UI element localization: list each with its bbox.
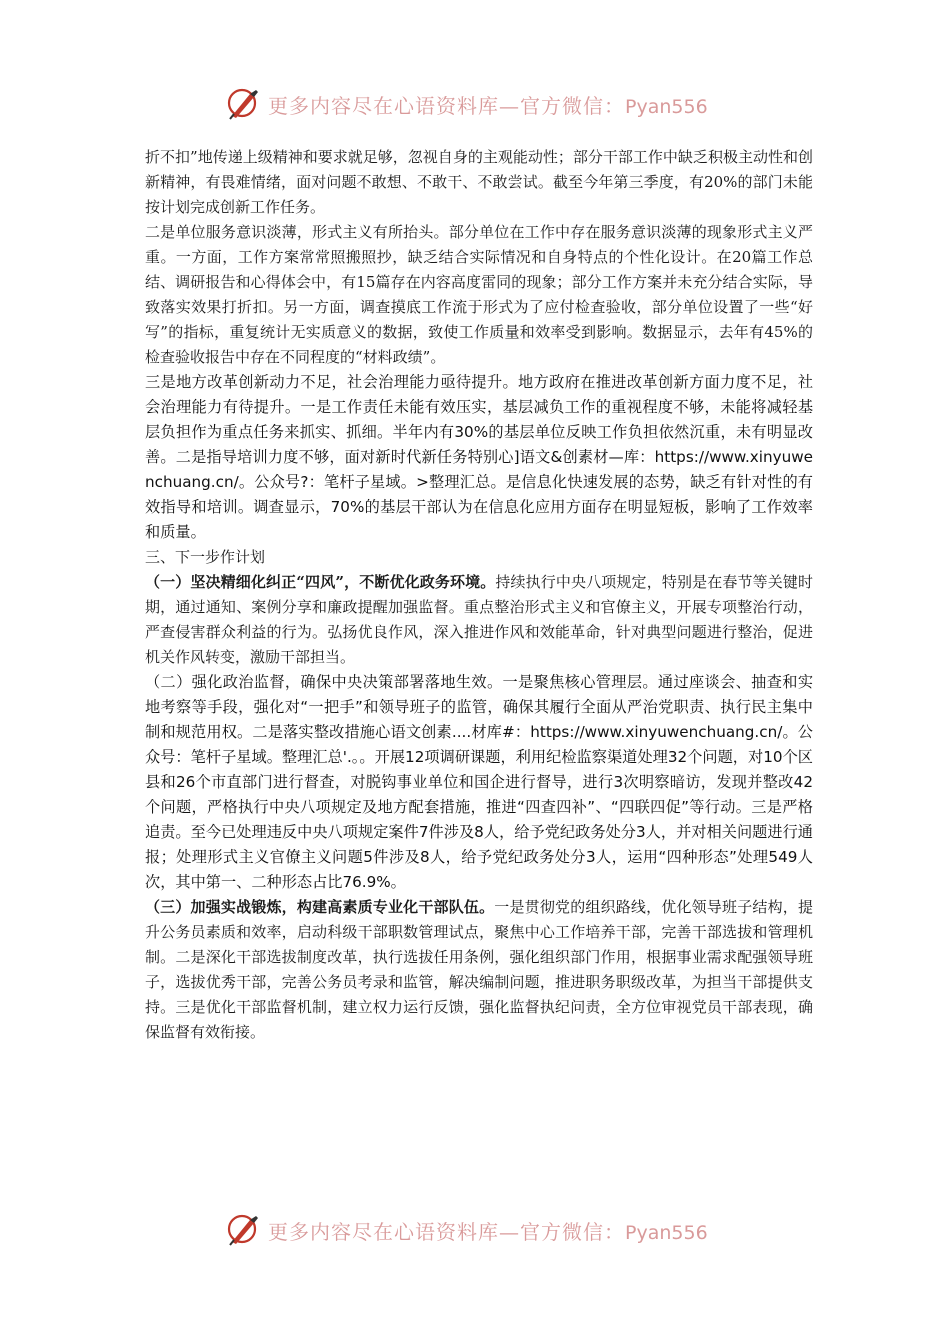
document-body	[145, 145, 813, 1045]
paragraph-6-lead: （三）加强实战锻炼，构建高素质专业化干部队伍。	[145, 898, 495, 916]
paragraph-2: 二是单位服务意识淡薄，形式主义有所抬头。部分单位在工作中存在服务意识淡薄的现象形式主义严重。一方面，工作方案常常照搬照抄，缺乏结合实际情况和自身特点的个性化设计。在20篇工作总结、调研报告和心得体会中，有15篇存在内容高度雷同的现象；部分工作方案并未充分结合实际，导致落实效果打折扣。另一方面，调查摸底工作流于形式为了应付检查验收，部分单位设置了一些“好写”的指标，重复统计无实质意义的数据，致使工作质量和效率受到影响。数据显示，去年有45%的检查验收报告中存在不同程度的“材料政绩”。	[145, 223, 813, 366]
paragraph-1: 折不扣”地传递上级精神和要求就足够，忽视自身的主观能动性；部分干部工作中缺乏积极主动性和创新精神，有畏难情绪，面对问题不敢想、不敢干、不敢尝试。截至今年第三季度，有20%的部门未能按计划完成创新工作任务。	[145, 148, 813, 216]
banner-text: 更多内容尽在心语资料库—官方微信：Pyan556	[268, 1219, 708, 1244]
paragraph-4-lead: （一）坚决精细化纠正“四风”，不断优化政务环境。	[145, 573, 496, 591]
pen-logo-icon	[226, 86, 262, 122]
paragraph-4	[145, 570, 813, 670]
header-banner	[226, 84, 726, 124]
paragraph-3: 三是地方改革创新动力不足，社会治理能力亟待提升。地方政府在推进改革创新方面力度不足，社会治理能力有待提升。一是工作责任未能有效压实，基层减负工作的重视程度不够，未能将减轻基层负担作为重点任务来抓实、抓细。半年内有30%的基层单位反映工作负担依然沉重，未有明显改善。二是指导培训力度不够，面对新时代新任务特别心]语文&创素材—库：https://www.xinyuwenchuang.cn/。公众号?：笔杆子星域。>整理汇总。是信息化快速发展的态势，缺乏有针对性的有效指导和培训。调查显示，70%的基层干部认为在信息化应用方面存在明显短板，影响了工作效率和质量。	[145, 373, 813, 541]
paragraph-6-body: 一是贯彻党的组织路线，优化领导班子结构，提升公务员素质和效率，启动科级干部职数管理试点，聚焦中心工作培养干部，完善干部选拔和管理机制。二是深化干部选拔制度改革，执行选拔任用条例，强化组织部门作用，根据事业需求配强领导班子，选拔优秀干部，完善公务员考录和监管，解决编制问题，推进职务职级改革，为担当干部提供支持。三是优化干部监督机制，建立权力运行反馈，强化监督执纪问责，全方位审视党员干部表现，确保监督有效衔接。	[145, 898, 813, 1041]
banner-text: 更多内容尽在心语资料库—官方微信：Pyan556	[268, 93, 708, 118]
paragraph-6	[145, 895, 813, 1045]
footer-banner	[226, 1210, 726, 1250]
paragraph-5: （二）强化政治监督，确保中央决策部署落地生效。一是聚焦核心管理层。通过座谈会、抽查和实地考察等手段，强化对“一把手”和领导班子的监管，确保其履行全面从严治党职责、执行民主集中制和规范用权。二是落实整改措施心语文创素....材库#：https://www.xinyuwenchuang.cn/。公众号：笔杆子星域。整理汇总'.。。开展12项调研课题，利用纪检监察渠道处理32个问题，对10个区县和26个市直部门进行督查，对脱钩事业单位和国企进行督导，进行3次明察暗访，发现并整改42个问题，严格执行中央八项规定及地方配套措施，推进“四查四补”、“四联四促”等行动。三是严格追责。至今已处理违反中央八项规定案件7件涉及8人，给予党纪政务处分3人，并对相关问题进行通报；处理形式主义官僚主义问题5件涉及8人，给予党纪政务处分3人，运用“四种形态”处理549人次，其中第一、二种形态占比76.9%。	[145, 673, 813, 891]
section-heading: 三、下一步作计划	[145, 548, 266, 566]
pen-logo-icon	[226, 1212, 262, 1248]
paragraph-4-body: 持续执行中央八项规定，特别是在春节等关键时期，通过通知、案例分享和廉政提醒加强监督。重点整治形式主义和官僚主义，开展专项整治行动，严查侵害群众利益的行为。弘扬优良作风，深入推进作风和效能革命，针对典型问题进行整治，促进机关作风转变，激励干部担当。	[145, 573, 813, 666]
